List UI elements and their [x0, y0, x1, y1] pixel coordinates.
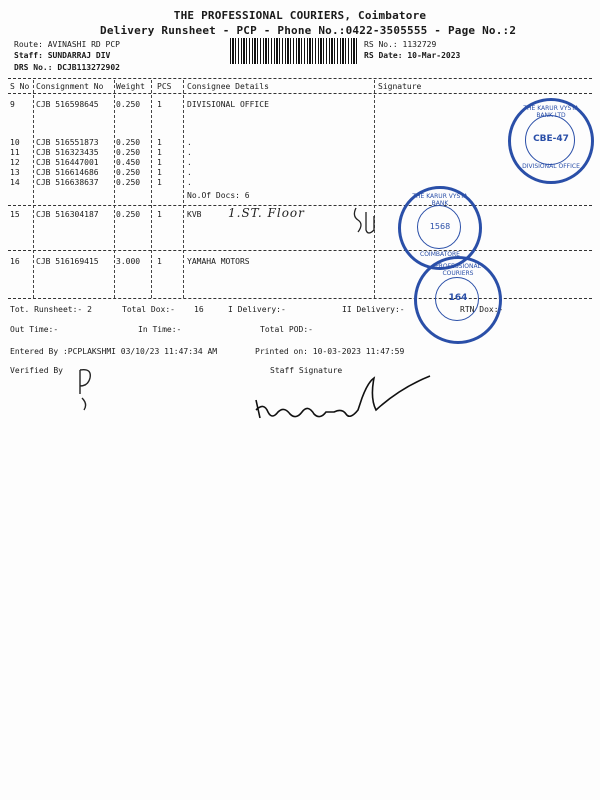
- rs-no-value: 1132729: [402, 40, 437, 49]
- route-label: Route:: [14, 40, 43, 49]
- total-dox-value: 16: [194, 305, 204, 314]
- col-details: Consignee Details: [187, 82, 269, 91]
- table-row: 9 CJB 516598645 0.250 1 DIVISIONAL OFFICE: [10, 100, 269, 109]
- pcp-courier-stamp: PROFESSIONAL COURIERS 164: [414, 256, 502, 344]
- rs-date-value: 10-Mar-2023: [407, 51, 461, 60]
- staff-signature: [250, 368, 450, 428]
- divider: [8, 93, 592, 94]
- i-delivery: I Delivery:-: [228, 305, 286, 314]
- drs-label: DRS No.:: [14, 63, 53, 72]
- ii-delivery: II Delivery:-: [342, 305, 405, 314]
- in-time: In Time:-: [138, 325, 182, 334]
- table-row: 12 CJB 516447001 0.450 1 .: [10, 158, 192, 167]
- printed-on: Printed on: 10-03-2023 11:47:59: [255, 347, 405, 356]
- total-dox-label: Total Dox:-: [122, 305, 175, 314]
- table-row: 10 CJB 516551873 0.250 1 .: [10, 138, 192, 147]
- out-time: Out Time:-: [10, 325, 59, 334]
- route-line: [14, 40, 120, 49]
- table-row: 13 CJB 516614686 0.250 1 .: [10, 168, 192, 177]
- receiver-signature: [350, 202, 380, 242]
- drs-line: [14, 63, 120, 72]
- rs-no-label: RS No.:: [364, 40, 398, 49]
- drs-value: DCJB113272902: [57, 63, 120, 72]
- company-title: THE PROFESSIONAL COURIERS, Coimbatore: [173, 9, 427, 22]
- rs-date-line: [364, 51, 460, 60]
- verified-by: Verified By: [10, 366, 63, 375]
- col-signature: Signature: [378, 82, 422, 91]
- table-row: 11 CJB 516323435 0.250 1 .: [10, 148, 192, 157]
- table-header: [10, 82, 380, 93]
- table-row: 14 CJB 516638637 0.250 1 .: [10, 178, 192, 187]
- table-row: 15 CJB 516304187 0.250 1 KVB: [10, 210, 202, 219]
- staff-signature-label: Staff Signature: [270, 366, 343, 375]
- verifier-signature: [70, 364, 110, 414]
- kvb-branch-stamp: THE KARUR VYSYA BANK 1568 COIMBATORE: [398, 186, 482, 270]
- rs-no-line: [364, 40, 436, 49]
- rs-date-label: RS Date:: [364, 51, 403, 60]
- staff-label: Staff:: [14, 51, 43, 60]
- divider: [8, 250, 592, 251]
- total-pod: Total POD:-: [260, 325, 313, 334]
- entered-by: Entered By :PCPLAKSHMI 03/10/23 11:47:34 AM: [10, 347, 218, 356]
- staff-value: SUNDARRAJ DIV: [47, 51, 111, 60]
- tot-runsheet: Tot. Runsheet:- 2: [10, 305, 92, 314]
- handwritten-floor-note: 1.ST. Floor: [228, 206, 305, 220]
- col-consignment: Consignment No: [36, 82, 104, 91]
- staff-line: [14, 51, 110, 60]
- rtn-dox: RTN Dox:-: [460, 305, 504, 314]
- col-sno: S No: [10, 82, 30, 91]
- route-value: AVINASHI RD PCP: [47, 40, 120, 49]
- divider: [8, 78, 592, 79]
- barcode: [230, 38, 358, 64]
- runsheet-subtitle: Delivery Runsheet - PCP - Phone No.:0422-3505555 - Page No.:2: [100, 24, 517, 37]
- divider: [8, 298, 592, 299]
- col-pcs: PCS: [157, 82, 172, 91]
- col-weight: Weight: [116, 82, 145, 91]
- kvb-divisional-stamp: THE KARUR VYSYA BANK LTD CBE-47 DIVISIONAL OFFICE: [508, 98, 594, 184]
- table-row: 16 CJB 516169415 3.000 1 YAMAHA MOTORS: [10, 257, 250, 266]
- no-of-docs: No.Of Docs: 6: [187, 191, 250, 200]
